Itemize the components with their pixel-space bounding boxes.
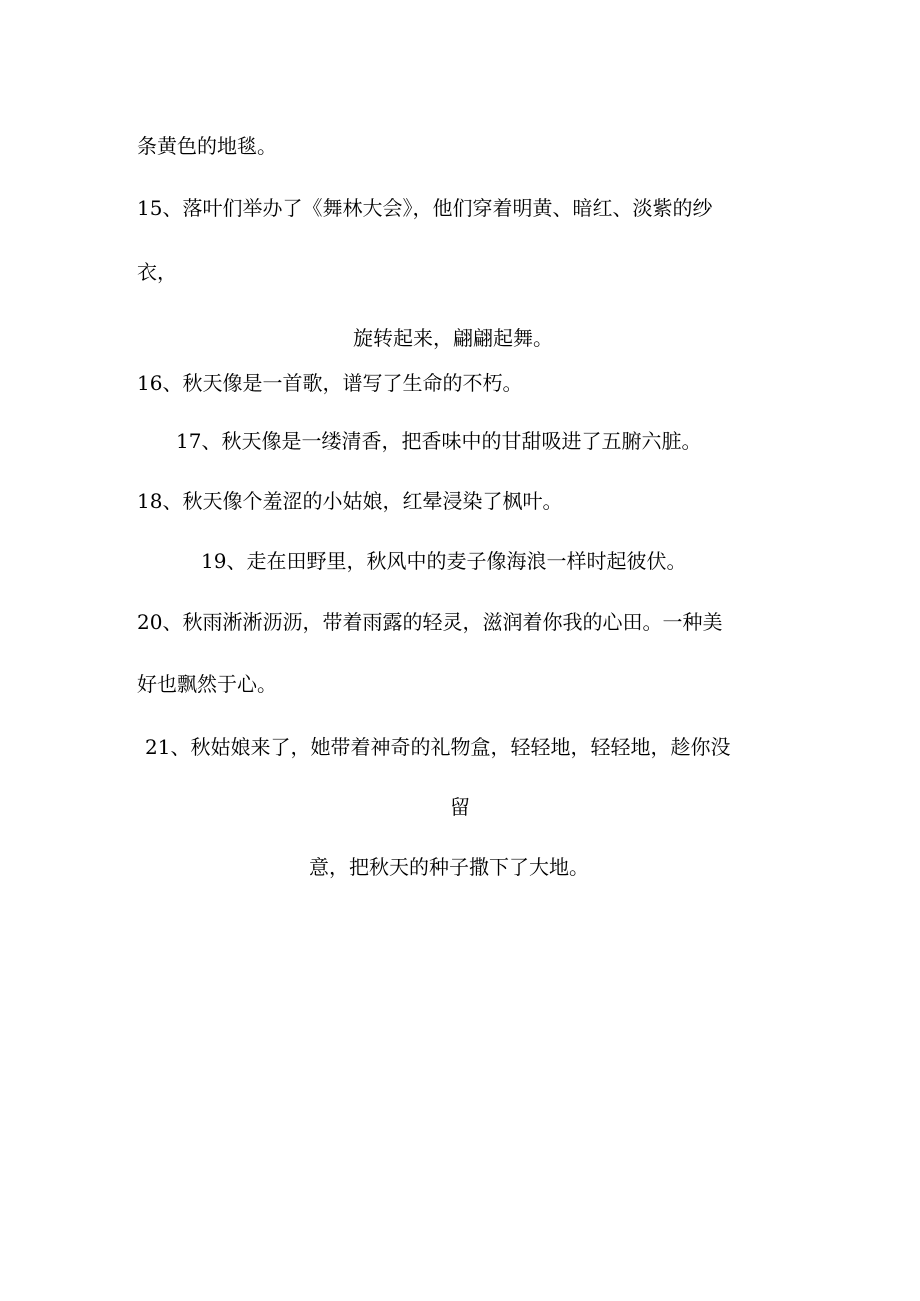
text-line-item-21: 21、秋姑娘来了，她带着神奇的礼物盒，轻轻地，轻轻地，趁你没 [145,735,731,759]
text-line-item-20-cont: 好也飘然于心。 [137,672,277,696]
text-line-item-21-cont: 留 [450,795,470,819]
text-line-item-15-cont-2: 旋转起来，翩翩起舞。 [353,326,553,350]
text-line-item-21-cont-2: 意，把秋天的种子撒下了大地。 [309,855,589,879]
text-line-item-20: 20、秋雨淅淅沥沥，带着雨露的轻灵，滋润着你我的心田。一种美 [137,610,723,634]
text-line-item-17: 17、秋天像是一缕清香，把香味中的甘甜吸进了五腑六脏。 [176,429,702,453]
text-line-item-16: 16、秋天像是一首歌，谱写了生命的不朽。 [137,371,523,395]
text-line-item-19: 19、走在田野里，秋风中的麦子像海浪一样时起彼伏。 [201,549,687,573]
text-line-item-15-cont: 衣， [137,260,177,284]
text-line-item-18: 18、秋天像个羞涩的小姑娘，红晕浸染了枫叶。 [137,489,563,513]
text-line-item-15: 15、落叶们举办了《舞林大会》，他们穿着明黄、暗红、淡紫的纱 [137,196,713,220]
text-line-continuation-14: 条黄色的地毯。 [137,134,277,158]
